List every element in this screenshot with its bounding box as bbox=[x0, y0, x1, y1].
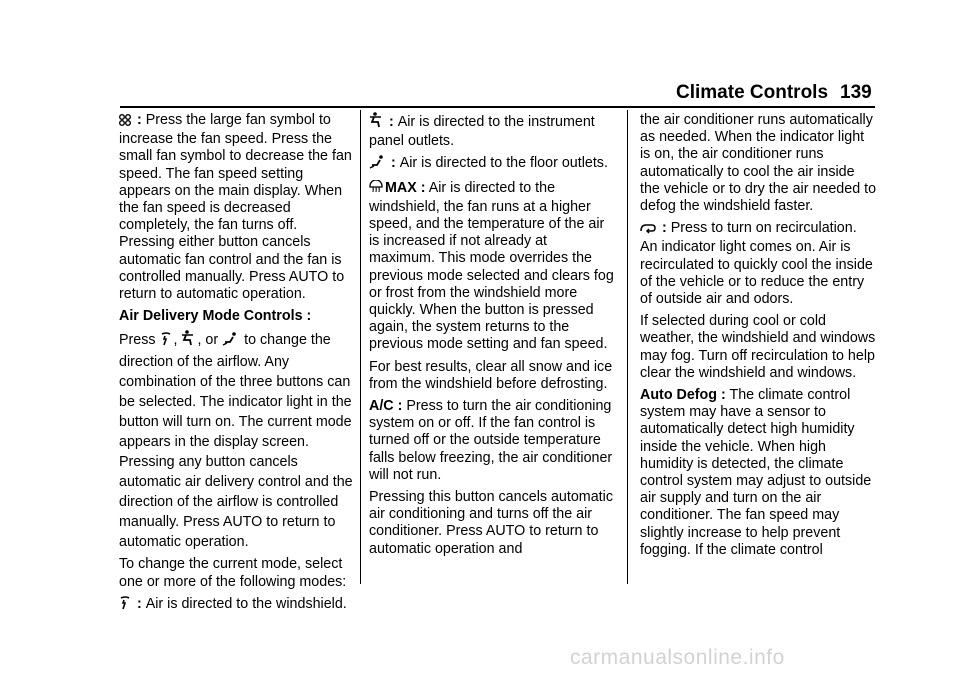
press-word: Press bbox=[119, 332, 160, 349]
cancels-paragraph: Pressing this button cancels automatic air conditioning and turns off the air conditioner. Press AUTO to return to automatic operation and bbox=[369, 489, 613, 557]
comma: , bbox=[173, 332, 182, 349]
page-number: 139 bbox=[840, 82, 872, 103]
column-1 bbox=[119, 112, 355, 620]
fan-text: Press the large fan symbol to increase the fan speed. Press the small fan symbol to decrease the fan speed. The fan speed setting appears on the main display. When the fan speed is decreased completely, the fan turns off. Pressing either button cancels automatic fan control and the fan is controlled manually. Press AUTO to return to automatic operation. bbox=[119, 112, 352, 303]
floor-paragraph bbox=[369, 155, 614, 174]
recirculation-paragraph bbox=[640, 220, 877, 308]
max-label: MAX : bbox=[385, 179, 426, 196]
auto-defog-label: Auto Defog : bbox=[640, 387, 726, 404]
recirculation-icon bbox=[640, 222, 656, 239]
column-2 bbox=[369, 112, 614, 563]
panel-text: Air is directed to the instrument panel outlets. bbox=[369, 114, 595, 150]
column-divider bbox=[360, 110, 361, 584]
fan-separator: : bbox=[133, 112, 146, 128]
continued-paragraph: the air conditioner runs automatically as needed. When the indicator light is on, the air conditioner runs automatically to cool the air inside the vehicle or to dry the air needed to defog the windshield faster. bbox=[640, 112, 877, 215]
recirculation-text: Press to turn on recirculation. An indicator light comes on. Air is recirculated to quickly cool the inside of the vehicle or to reduce the entry of outside air and odors. bbox=[640, 220, 873, 308]
floor-text: Air is directed to the floor outlets. bbox=[399, 155, 608, 172]
ac-paragraph bbox=[369, 398, 614, 484]
air-delivery-heading: Air Delivery Mode Controls : bbox=[119, 308, 312, 325]
max-defrost-icon bbox=[369, 180, 383, 199]
vent-mode-icon bbox=[369, 112, 383, 133]
floor-mode-icon bbox=[222, 332, 238, 352]
column-divider bbox=[627, 110, 628, 584]
floor-separator: : bbox=[387, 155, 400, 172]
defrost-mode-icon bbox=[160, 332, 172, 352]
header-title: Climate Controls bbox=[676, 82, 829, 103]
fan-icon bbox=[119, 114, 131, 131]
fan-paragraph bbox=[119, 112, 355, 303]
column-3 bbox=[640, 112, 877, 564]
recirculation-separator: : bbox=[658, 220, 671, 237]
auto-defog-text: The climate control system may have a sensor to automatically detect high humidity inside the vehicle. When high humidity is detected, the climate control system may adjust to outside air supply and turn on the air conditioner. The fan speed may slightly increase to help prevent fogging. If the climate control bbox=[640, 387, 872, 558]
max-text: Air is directed to the windshield, the fan runs at a higher speed, and the temperature of the air is increased if not already at maximum. This mode overrides the previous mode selected and clears fog or frost from the windshield more quickly. When the button is pressed again, the system returns to the previous mode setting and fan speed. bbox=[369, 179, 614, 353]
ac-text: Press to turn the air conditioning system on or off. If the fan control is turned off or the outside temperature falls below freezing, the air conditioner will not run. bbox=[369, 398, 613, 483]
auto-defog-paragraph bbox=[640, 387, 877, 559]
windshield-separator: : bbox=[133, 595, 146, 612]
or-text: , or bbox=[197, 332, 223, 349]
press-rest: to change the direction of the airflow. Any combination of the three buttons can be selected. The indicator light in the button will turn on. The current mode appears in the display screen. Pressing any button cancels automatic air delivery control and the direction of the airflow is controlled manually. Press AUTO to return to automatic operation. bbox=[119, 332, 353, 551]
air-delivery-paragraph bbox=[119, 330, 355, 552]
watermark: carmanualsonline.info bbox=[570, 646, 785, 669]
defrost-mode-icon bbox=[119, 596, 131, 615]
windshield-text: Air is directed to the windshield. bbox=[145, 595, 347, 612]
windshield-paragraph bbox=[119, 596, 355, 615]
cool-cold-paragraph: If selected during cool or cold weather, the windshield and windows may fog. Turn off recirculation to help clear the windshield and windows. bbox=[640, 313, 876, 381]
max-paragraph bbox=[369, 180, 614, 354]
ac-label: A/C : bbox=[369, 398, 403, 415]
panel-paragraph bbox=[369, 112, 614, 150]
vent-mode-icon bbox=[181, 330, 195, 352]
best-results-paragraph: For best results, clear all snow and ice from the windshield before defrosting. bbox=[369, 358, 613, 392]
panel-separator: : bbox=[385, 114, 398, 130]
floor-mode-icon bbox=[369, 155, 385, 174]
header-rule bbox=[120, 106, 875, 108]
change-mode-paragraph: To change the current mode, select one or more of the following modes: bbox=[119, 556, 347, 590]
